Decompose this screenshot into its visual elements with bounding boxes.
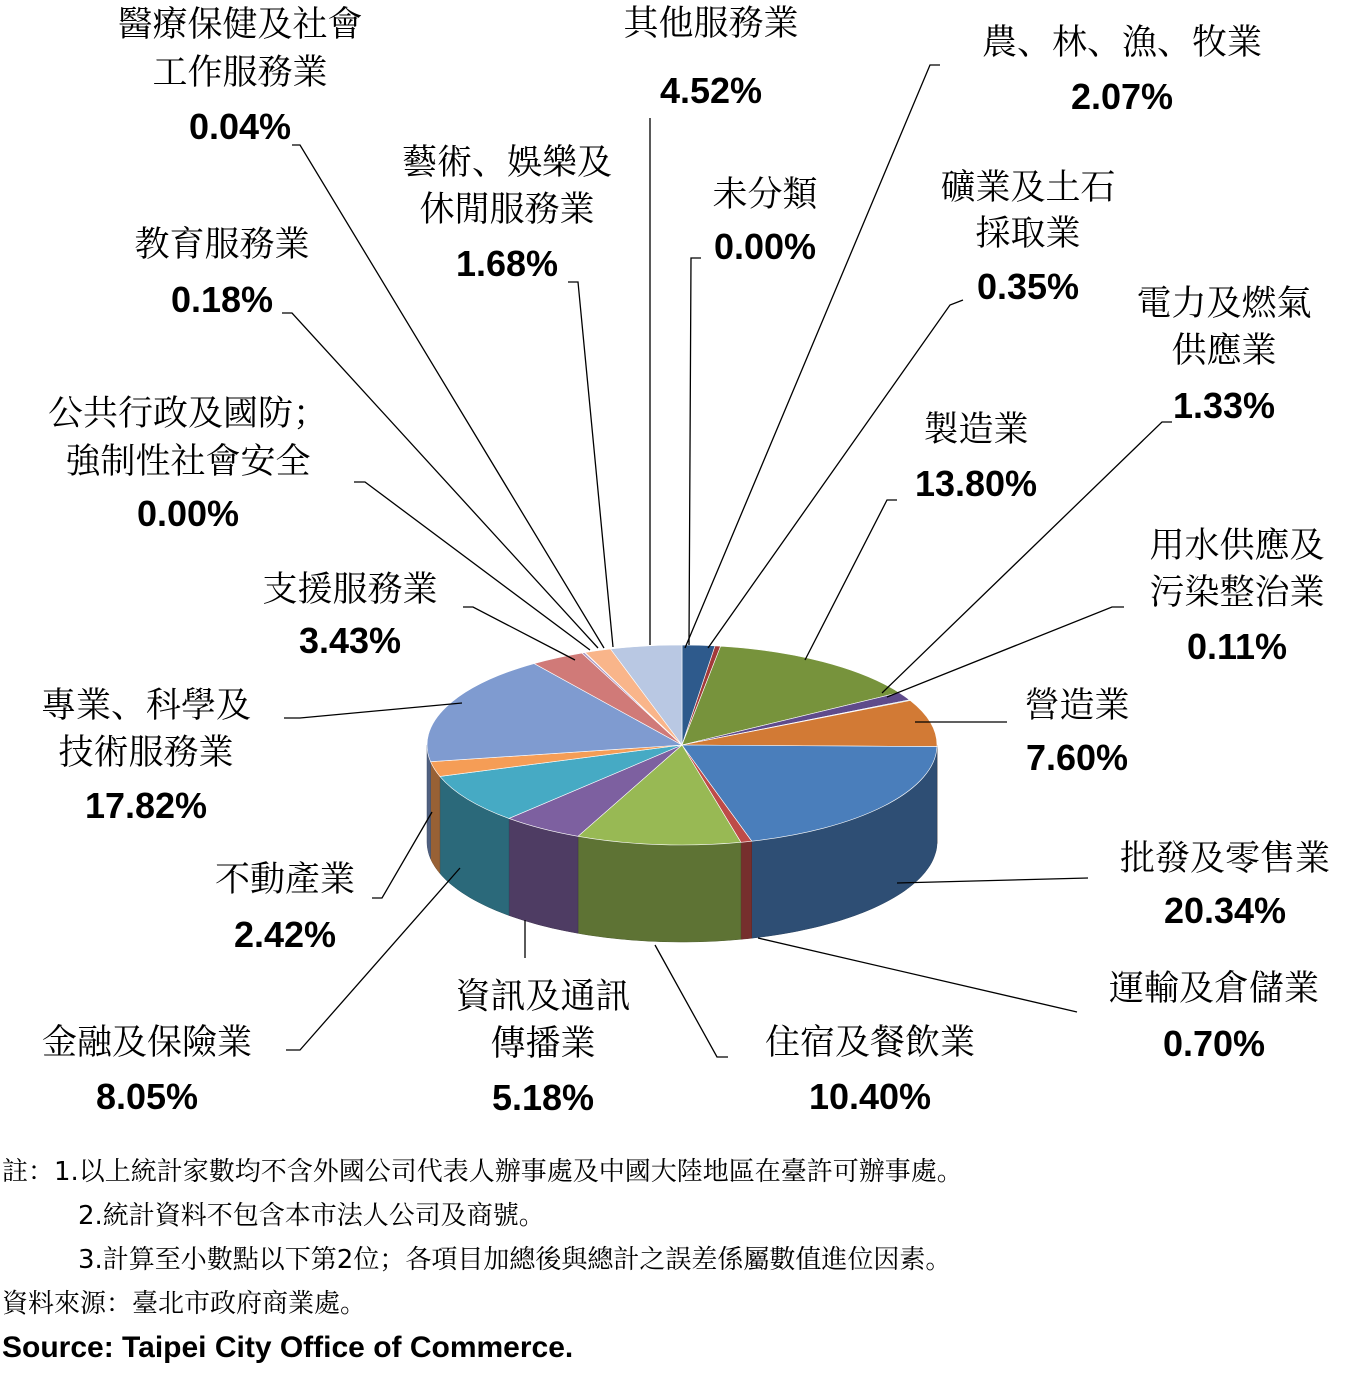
slice-value-18: 4.52% (659, 70, 763, 111)
leader-line-0 (685, 65, 940, 648)
slice-label-12 (41, 686, 462, 826)
slice-label-2 (805, 410, 1037, 660)
slice-value-10: 8.05% (95, 1076, 199, 1117)
note-2: 2.統計資料不包含本市法人公司及商號。 (78, 1201, 545, 1231)
slice-name-7-0: 運輸及倉儲業 (1108, 969, 1320, 1009)
slice-name-4-1: 污染整治業 (1149, 573, 1325, 613)
slice-name-9-1: 傳播業 (490, 1024, 596, 1064)
slice-name-17-0: 藝術、娛樂及 (401, 143, 613, 183)
slice-name-19-0: 未分類 (712, 175, 818, 215)
slice-name-16-0: 醫療保健及社會 (117, 5, 363, 45)
slice-name-15-0: 教育服務業 (134, 225, 310, 265)
slice-label-8 (655, 945, 975, 1117)
slice-value-15: 0.18% (170, 279, 274, 320)
leader-line-2 (805, 500, 897, 660)
slice-label-6 (897, 839, 1330, 931)
slice-name-18-0: 其他服務業 (623, 4, 799, 44)
slice-value-4: 0.11% (1186, 626, 1288, 667)
slice-name-14-0: 公共行政及國防； (47, 394, 329, 434)
slice-name-2-0: 製造業 (923, 410, 1029, 450)
note-3: 3.計算至小數點以下第2位；各項目加總後與總計之誤差係屬數值進位因素。 (78, 1245, 952, 1275)
slice-label-5 (915, 686, 1130, 778)
slice-value-17: 1.68% (455, 243, 559, 284)
slice-value-16: 0.04% (188, 106, 292, 147)
slice-name-13-0: 支援服務業 (262, 570, 438, 610)
notes (2, 1150, 1367, 1370)
slice-name-1-1: 採取業 (975, 214, 1081, 254)
slice-name-9-0: 資訊及通訊 (455, 977, 631, 1017)
slice-label-4 (887, 526, 1325, 697)
pie-side-7 (741, 841, 752, 939)
slice-name-1-0: 礦業及土石 (940, 168, 1116, 208)
slice-value-5: 7.60% (1025, 737, 1129, 778)
slice-value-9: 5.18% (491, 1077, 595, 1118)
slice-name-17-1: 休閒服務業 (419, 190, 595, 230)
slice-name-0-0: 農、林、漁、牧業 (981, 23, 1263, 63)
leader-line-19 (689, 258, 701, 645)
slice-name-10-0: 金融及保險業 (41, 1023, 253, 1063)
pie-side-9 (509, 819, 578, 934)
slice-value-1: 0.35% (976, 266, 1080, 307)
leader-line-8 (655, 945, 728, 1057)
slice-value-8: 10.40% (808, 1076, 932, 1117)
leader-line-4 (887, 607, 1124, 697)
pie-side-12 (427, 745, 431, 859)
slice-name-12-0: 專業、科學及 (40, 686, 252, 726)
slice-name-3-0: 電力及燃氣 (1136, 284, 1312, 324)
slice-label-18 (623, 4, 798, 645)
slice-name-8-0: 住宿及餐飲業 (764, 1023, 976, 1063)
pie-side-11 (431, 762, 440, 874)
note-1: 註：1.以上統計家數均不含外國公司代表人辦事處及中國大陸地區在臺許可辦事處。 (2, 1157, 963, 1187)
slice-value-3: 1.33% (1172, 385, 1276, 426)
leader-line-13 (463, 607, 575, 660)
pie-layer (427, 645, 937, 942)
slice-value-0: 2.07% (1070, 76, 1174, 117)
slice-name-3-1: 供應業 (1171, 331, 1277, 371)
label-layer (41, 4, 1330, 1118)
leader-line-7 (758, 938, 1077, 1012)
slice-name-12-1: 技術服務業 (58, 733, 234, 773)
slice-label-13 (262, 570, 575, 661)
slice-label-9 (455, 920, 630, 1118)
slice-name-14-1: 強制性社會安全 (65, 442, 311, 482)
slice-label-16 (117, 5, 604, 648)
slice-label-14 (48, 394, 590, 650)
source-en: Source: Taipei City Office of Commerce. (2, 1331, 574, 1364)
slice-value-14: 0.00% (136, 493, 240, 534)
slice-label-10 (42, 868, 460, 1117)
pie-side-8 (578, 836, 741, 942)
slice-value-12: 17.82% (84, 785, 208, 826)
slice-name-16-1: 工作服務業 (152, 53, 328, 93)
leader-line-12 (284, 703, 462, 718)
slice-value-11: 2.42% (233, 914, 337, 955)
slice-value-6: 20.34% (1163, 890, 1287, 931)
source-zh: 資料來源：臺北市政府商業處。 (2, 1289, 367, 1319)
slice-value-2: 13.80% (914, 463, 1038, 504)
slice-value-13: 3.43% (298, 620, 402, 661)
slice-value-19: 0.00% (713, 226, 817, 267)
slice-name-6-0: 批發及零售業 (1119, 839, 1331, 879)
leader-line-11 (372, 812, 432, 898)
slice-label-11 (215, 812, 432, 955)
slice-name-5-0: 營造業 (1024, 686, 1130, 726)
slice-label-19 (689, 175, 818, 645)
slice-name-4-0: 用水供應及 (1149, 526, 1325, 566)
slice-value-7: 0.70% (1162, 1023, 1266, 1064)
slice-name-11-0: 不動產業 (214, 860, 356, 900)
leader-line-6 (897, 878, 1088, 883)
leader-line-17 (568, 282, 613, 647)
